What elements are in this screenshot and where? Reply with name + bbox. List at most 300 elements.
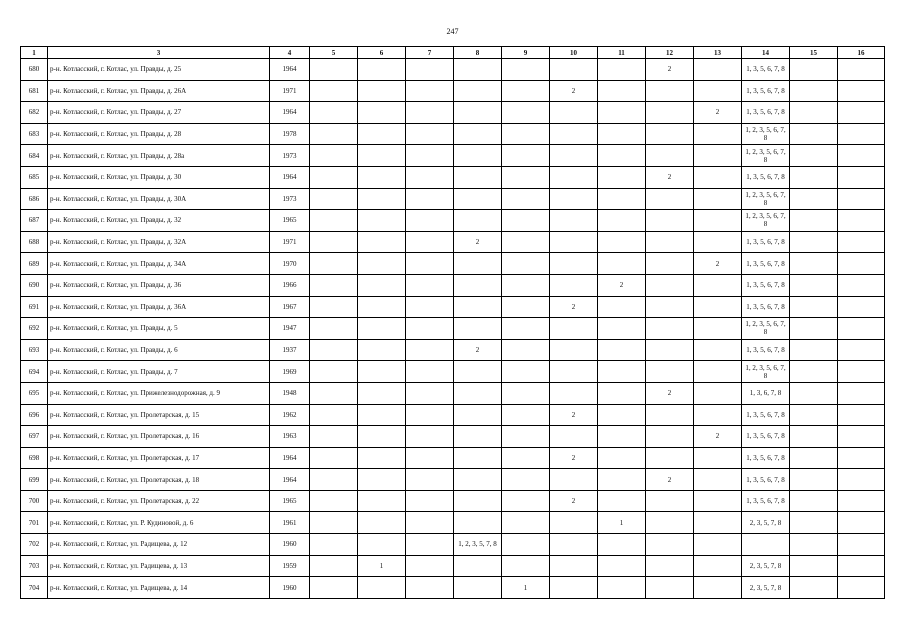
cell-col-12 [646, 339, 694, 361]
cell-col-13 [694, 80, 742, 102]
cell-col-4: 1962 [270, 404, 310, 426]
cell-col-3: р-н. Котласский, г. Котлас, ул. Правды, д. 5 [48, 318, 270, 340]
cell-col-14: 1, 2, 3, 5, 6, 7, 8 [742, 210, 790, 232]
cell-col-7 [406, 188, 454, 210]
cell-col-11 [598, 166, 646, 188]
cell-col-8 [454, 274, 502, 296]
cell-col-11 [598, 188, 646, 210]
column-header-12: 12 [646, 47, 694, 59]
cell-col-1: 695 [21, 382, 48, 404]
cell-col-8 [454, 145, 502, 167]
cell-col-1: 690 [21, 274, 48, 296]
cell-col-9 [502, 102, 550, 124]
cell-col-13 [694, 296, 742, 318]
cell-col-8 [454, 555, 502, 577]
cell-col-14: 1, 3, 5, 6, 7, 8 [742, 404, 790, 426]
cell-col-3: р-н. Котласский, г. Котлас, ул. Правды, д. 36А [48, 296, 270, 318]
cell-col-1: 701 [21, 512, 48, 534]
cell-col-8 [454, 490, 502, 512]
cell-col-12 [646, 80, 694, 102]
cell-col-5 [310, 80, 358, 102]
cell-col-8 [454, 382, 502, 404]
table-row [21, 426, 885, 448]
cell-col-16 [838, 555, 885, 577]
cell-col-1: 683 [21, 123, 48, 145]
cell-col-14: 1, 3, 5, 6, 7, 8 [742, 447, 790, 469]
cell-col-11 [598, 318, 646, 340]
cell-col-9 [502, 210, 550, 232]
cell-col-5 [310, 274, 358, 296]
cell-col-5 [310, 404, 358, 426]
cell-col-13 [694, 59, 742, 81]
cell-col-7 [406, 404, 454, 426]
column-header-3: 3 [48, 47, 270, 59]
cell-col-13 [694, 382, 742, 404]
cell-col-16 [838, 469, 885, 491]
cell-col-7 [406, 469, 454, 491]
table-row [21, 447, 885, 469]
cell-col-5 [310, 102, 358, 124]
table-row [21, 382, 885, 404]
cell-col-6 [358, 469, 406, 491]
cell-col-8 [454, 361, 502, 383]
cell-col-16 [838, 447, 885, 469]
cell-col-1: 697 [21, 426, 48, 448]
cell-col-5 [310, 577, 358, 599]
cell-col-8 [454, 80, 502, 102]
cell-col-7 [406, 361, 454, 383]
cell-col-15 [790, 80, 838, 102]
cell-col-13 [694, 447, 742, 469]
table-row [21, 166, 885, 188]
cell-col-13 [694, 512, 742, 534]
cell-col-12 [646, 296, 694, 318]
cell-col-10 [550, 361, 598, 383]
cell-col-8 [454, 210, 502, 232]
cell-col-8: 1, 2, 3, 5, 7, 8 [454, 534, 502, 556]
cell-col-3: р-н. Котласский, г. Котлас, ул. Правды, д. 28а [48, 145, 270, 167]
cell-col-3: р-н. Котласский, г. Котлас, ул. Пролетарская, д. 15 [48, 404, 270, 426]
table-row [21, 145, 885, 167]
cell-col-3: р-н. Котласский, г. Котлас, ул. Радищева, д. 13 [48, 555, 270, 577]
cell-col-13 [694, 490, 742, 512]
cell-col-11 [598, 102, 646, 124]
cell-col-11 [598, 469, 646, 491]
column-header-1: 1 [21, 47, 48, 59]
cell-col-15 [790, 382, 838, 404]
cell-col-5 [310, 555, 358, 577]
cell-col-1: 704 [21, 577, 48, 599]
cell-col-7 [406, 447, 454, 469]
cell-col-11 [598, 59, 646, 81]
cell-col-14: 1, 3, 5, 6, 7, 8 [742, 296, 790, 318]
cell-col-8 [454, 469, 502, 491]
cell-col-1: 691 [21, 296, 48, 318]
cell-col-15 [790, 339, 838, 361]
cell-col-4: 1961 [270, 512, 310, 534]
cell-col-14: 1, 3, 5, 6, 7, 8 [742, 339, 790, 361]
cell-col-16 [838, 188, 885, 210]
cell-col-11 [598, 123, 646, 145]
cell-col-7 [406, 210, 454, 232]
cell-col-9 [502, 188, 550, 210]
cell-col-8 [454, 102, 502, 124]
cell-col-15 [790, 102, 838, 124]
cell-col-11 [598, 80, 646, 102]
cell-col-11 [598, 231, 646, 253]
cell-col-15 [790, 555, 838, 577]
cell-col-6 [358, 447, 406, 469]
cell-col-6 [358, 577, 406, 599]
cell-col-5 [310, 318, 358, 340]
cell-col-1: 694 [21, 361, 48, 383]
cell-col-15 [790, 253, 838, 275]
table-row [21, 534, 885, 556]
cell-col-7 [406, 426, 454, 448]
cell-col-13 [694, 534, 742, 556]
cell-col-5 [310, 123, 358, 145]
cell-col-16 [838, 253, 885, 275]
cell-col-10 [550, 253, 598, 275]
cell-col-4: 1963 [270, 426, 310, 448]
cell-col-15 [790, 166, 838, 188]
cell-col-7 [406, 274, 454, 296]
cell-col-10 [550, 274, 598, 296]
cell-col-5 [310, 339, 358, 361]
cell-col-7 [406, 318, 454, 340]
cell-col-10 [550, 577, 598, 599]
cell-col-14: 1, 2, 3, 5, 6, 7, 8 [742, 188, 790, 210]
cell-col-14: 1, 3, 5, 6, 7, 8 [742, 490, 790, 512]
cell-col-3: р-н. Котласский, г. Котлас, ул. Правды, д. 30 [48, 166, 270, 188]
cell-col-3: р-н. Котласский, г. Котлас, ул. Радищева, д. 12 [48, 534, 270, 556]
cell-col-11 [598, 296, 646, 318]
cell-col-10 [550, 469, 598, 491]
cell-col-16 [838, 318, 885, 340]
cell-col-5 [310, 166, 358, 188]
cell-col-11 [598, 253, 646, 275]
cell-col-4: 1966 [270, 274, 310, 296]
cell-col-7 [406, 231, 454, 253]
cell-col-5 [310, 231, 358, 253]
cell-col-6: 1 [358, 555, 406, 577]
cell-col-9 [502, 469, 550, 491]
cell-col-5 [310, 447, 358, 469]
cell-col-16 [838, 426, 885, 448]
cell-col-1: 686 [21, 188, 48, 210]
table-row [21, 188, 885, 210]
cell-col-12: 2 [646, 382, 694, 404]
cell-col-8 [454, 296, 502, 318]
cell-col-6 [358, 382, 406, 404]
cell-col-9 [502, 339, 550, 361]
cell-col-11 [598, 490, 646, 512]
cell-col-10 [550, 188, 598, 210]
cell-col-16 [838, 361, 885, 383]
cell-col-10 [550, 318, 598, 340]
cell-col-10 [550, 512, 598, 534]
table-row [21, 80, 885, 102]
cell-col-6 [358, 534, 406, 556]
cell-col-10: 2 [550, 447, 598, 469]
column-header-14: 14 [742, 47, 790, 59]
cell-col-8 [454, 318, 502, 340]
cell-col-12 [646, 253, 694, 275]
cell-col-4: 1948 [270, 382, 310, 404]
cell-col-13 [694, 404, 742, 426]
cell-col-5 [310, 296, 358, 318]
table-row [21, 253, 885, 275]
cell-col-9 [502, 296, 550, 318]
cell-col-5 [310, 426, 358, 448]
header-row [21, 47, 885, 59]
cell-col-3: р-н. Котласский, г. Котлас, ул. Правды, д. 27 [48, 102, 270, 124]
cell-col-16 [838, 382, 885, 404]
cell-col-8 [454, 426, 502, 448]
cell-col-14: 1, 3, 6, 7, 8 [742, 382, 790, 404]
cell-col-16 [838, 231, 885, 253]
cell-col-4: 1964 [270, 166, 310, 188]
cell-col-7 [406, 102, 454, 124]
cell-col-10: 2 [550, 404, 598, 426]
cell-col-11 [598, 339, 646, 361]
cell-col-6 [358, 59, 406, 81]
cell-col-9 [502, 80, 550, 102]
cell-col-5 [310, 361, 358, 383]
cell-col-1: 703 [21, 555, 48, 577]
cell-col-6 [358, 426, 406, 448]
cell-col-13: 2 [694, 102, 742, 124]
column-header-16: 16 [838, 47, 885, 59]
cell-col-16 [838, 166, 885, 188]
cell-col-11 [598, 447, 646, 469]
register-table [20, 46, 885, 599]
cell-col-13 [694, 339, 742, 361]
cell-col-16 [838, 145, 885, 167]
cell-col-9 [502, 382, 550, 404]
cell-col-11 [598, 361, 646, 383]
cell-col-9 [502, 404, 550, 426]
cell-col-11: 1 [598, 512, 646, 534]
cell-col-12 [646, 123, 694, 145]
cell-col-12: 2 [646, 469, 694, 491]
cell-col-6 [358, 512, 406, 534]
cell-col-16 [838, 512, 885, 534]
cell-col-12 [646, 102, 694, 124]
cell-col-9 [502, 274, 550, 296]
cell-col-4: 1964 [270, 59, 310, 81]
column-header-4: 4 [270, 47, 310, 59]
page-number: 247 [446, 27, 459, 36]
cell-col-12 [646, 534, 694, 556]
column-header-10: 10 [550, 47, 598, 59]
cell-col-15 [790, 469, 838, 491]
cell-col-16 [838, 404, 885, 426]
cell-col-7 [406, 145, 454, 167]
cell-col-7 [406, 555, 454, 577]
cell-col-6 [358, 274, 406, 296]
cell-col-8 [454, 123, 502, 145]
cell-col-3: р-н. Котласский, г. Котлас, ул. Правды, д. 26А [48, 80, 270, 102]
cell-col-3: р-н. Котласский, г. Котлас, ул. Правды, д. 32 [48, 210, 270, 232]
cell-col-5 [310, 469, 358, 491]
cell-col-14: 1, 2, 3, 5, 6, 7, 8 [742, 361, 790, 383]
cell-col-4: 1978 [270, 123, 310, 145]
cell-col-4: 1964 [270, 447, 310, 469]
cell-col-15 [790, 59, 838, 81]
cell-col-9 [502, 534, 550, 556]
cell-col-4: 1965 [270, 490, 310, 512]
cell-col-1: 699 [21, 469, 48, 491]
cell-col-6 [358, 80, 406, 102]
cell-col-6 [358, 145, 406, 167]
table-body [21, 59, 885, 599]
table-row [21, 123, 885, 145]
cell-col-6 [358, 296, 406, 318]
cell-col-5 [310, 188, 358, 210]
column-header-8: 8 [454, 47, 502, 59]
cell-col-6 [358, 361, 406, 383]
cell-col-3: р-н. Котласский, г. Котлас, ул. Радищева, д. 14 [48, 577, 270, 599]
cell-col-14: 2, 3, 5, 7, 8 [742, 512, 790, 534]
cell-col-5 [310, 534, 358, 556]
cell-col-14: 1, 3, 5, 6, 7, 8 [742, 231, 790, 253]
cell-col-3: р-н. Котласский, г. Котлас, ул. Пролетарская, д. 17 [48, 447, 270, 469]
cell-col-13 [694, 318, 742, 340]
cell-col-1: 696 [21, 404, 48, 426]
cell-col-7 [406, 166, 454, 188]
cell-col-3: р-н. Котласский, г. Котлас, ул. Правды, д. 30А [48, 188, 270, 210]
cell-col-12 [646, 210, 694, 232]
cell-col-9 [502, 426, 550, 448]
cell-col-15 [790, 188, 838, 210]
cell-col-9 [502, 318, 550, 340]
column-header-7: 7 [406, 47, 454, 59]
cell-col-16 [838, 274, 885, 296]
cell-col-8: 2 [454, 231, 502, 253]
cell-col-5 [310, 253, 358, 275]
cell-col-3: р-н. Котласский, г. Котлас, ул. Правды, д. 36 [48, 274, 270, 296]
cell-col-15 [790, 123, 838, 145]
cell-col-10 [550, 231, 598, 253]
cell-col-3: р-н. Котласский, г. Котлас, ул. Правды, д. 28 [48, 123, 270, 145]
column-header-15: 15 [790, 47, 838, 59]
cell-col-14: 2, 3, 5, 7, 8 [742, 555, 790, 577]
cell-col-15 [790, 534, 838, 556]
cell-col-5 [310, 145, 358, 167]
cell-col-14: 1, 3, 5, 6, 7, 8 [742, 166, 790, 188]
cell-col-10 [550, 339, 598, 361]
cell-col-3: р-н. Котласский, г. Котлас, ул. Пролетарская, д. 18 [48, 469, 270, 491]
cell-col-10 [550, 210, 598, 232]
cell-col-1: 687 [21, 210, 48, 232]
cell-col-13 [694, 210, 742, 232]
table-row [21, 231, 885, 253]
cell-col-1: 692 [21, 318, 48, 340]
cell-col-13 [694, 577, 742, 599]
table-row [21, 318, 885, 340]
cell-col-11 [598, 555, 646, 577]
cell-col-15 [790, 512, 838, 534]
cell-col-15 [790, 577, 838, 599]
cell-col-1: 682 [21, 102, 48, 124]
cell-col-9 [502, 123, 550, 145]
cell-col-1: 680 [21, 59, 48, 81]
cell-col-8 [454, 166, 502, 188]
cell-col-8 [454, 577, 502, 599]
cell-col-9 [502, 361, 550, 383]
cell-col-9 [502, 490, 550, 512]
cell-col-6 [358, 231, 406, 253]
cell-col-10: 2 [550, 296, 598, 318]
cell-col-13 [694, 188, 742, 210]
cell-col-3: р-н. Котласский, г. Котлас, ул. Правды, д. 34А [48, 253, 270, 275]
cell-col-15 [790, 426, 838, 448]
table-row [21, 296, 885, 318]
table-row [21, 361, 885, 383]
cell-col-10 [550, 102, 598, 124]
cell-col-1: 700 [21, 490, 48, 512]
cell-col-13 [694, 231, 742, 253]
cell-col-12 [646, 555, 694, 577]
table-row [21, 59, 885, 81]
cell-col-4: 1947 [270, 318, 310, 340]
cell-col-1: 702 [21, 534, 48, 556]
cell-col-1: 693 [21, 339, 48, 361]
table-row [21, 274, 885, 296]
cell-col-4: 1971 [270, 80, 310, 102]
cell-col-3: р-н. Котласский, г. Котлас, ул. Пролетарская, д. 16 [48, 426, 270, 448]
cell-col-15 [790, 447, 838, 469]
cell-col-10 [550, 555, 598, 577]
table-row [21, 469, 885, 491]
cell-col-4: 1970 [270, 253, 310, 275]
cell-col-4: 1960 [270, 534, 310, 556]
cell-col-9 [502, 447, 550, 469]
cell-col-11 [598, 145, 646, 167]
cell-col-1: 688 [21, 231, 48, 253]
cell-col-13: 2 [694, 253, 742, 275]
cell-col-7 [406, 339, 454, 361]
cell-col-6 [358, 210, 406, 232]
cell-col-11 [598, 404, 646, 426]
table-row [21, 490, 885, 512]
cell-col-10 [550, 382, 598, 404]
cell-col-7 [406, 534, 454, 556]
cell-col-9 [502, 166, 550, 188]
cell-col-14: 1, 3, 5, 6, 7, 8 [742, 469, 790, 491]
cell-col-12 [646, 426, 694, 448]
cell-col-1: 681 [21, 80, 48, 102]
cell-col-8 [454, 404, 502, 426]
cell-col-16 [838, 210, 885, 232]
cell-col-3: р-н. Котласский, г. Котлас, ул. Правды, д. 6 [48, 339, 270, 361]
cell-col-10 [550, 166, 598, 188]
cell-col-9 [502, 59, 550, 81]
cell-col-15 [790, 274, 838, 296]
cell-col-12: 2 [646, 166, 694, 188]
table-row [21, 555, 885, 577]
cell-col-5 [310, 490, 358, 512]
cell-col-10 [550, 59, 598, 81]
column-header-9: 9 [502, 47, 550, 59]
table-row [21, 577, 885, 599]
cell-col-8: 2 [454, 339, 502, 361]
cell-col-14 [742, 534, 790, 556]
column-header-5: 5 [310, 47, 358, 59]
cell-col-8 [454, 188, 502, 210]
cell-col-5 [310, 59, 358, 81]
